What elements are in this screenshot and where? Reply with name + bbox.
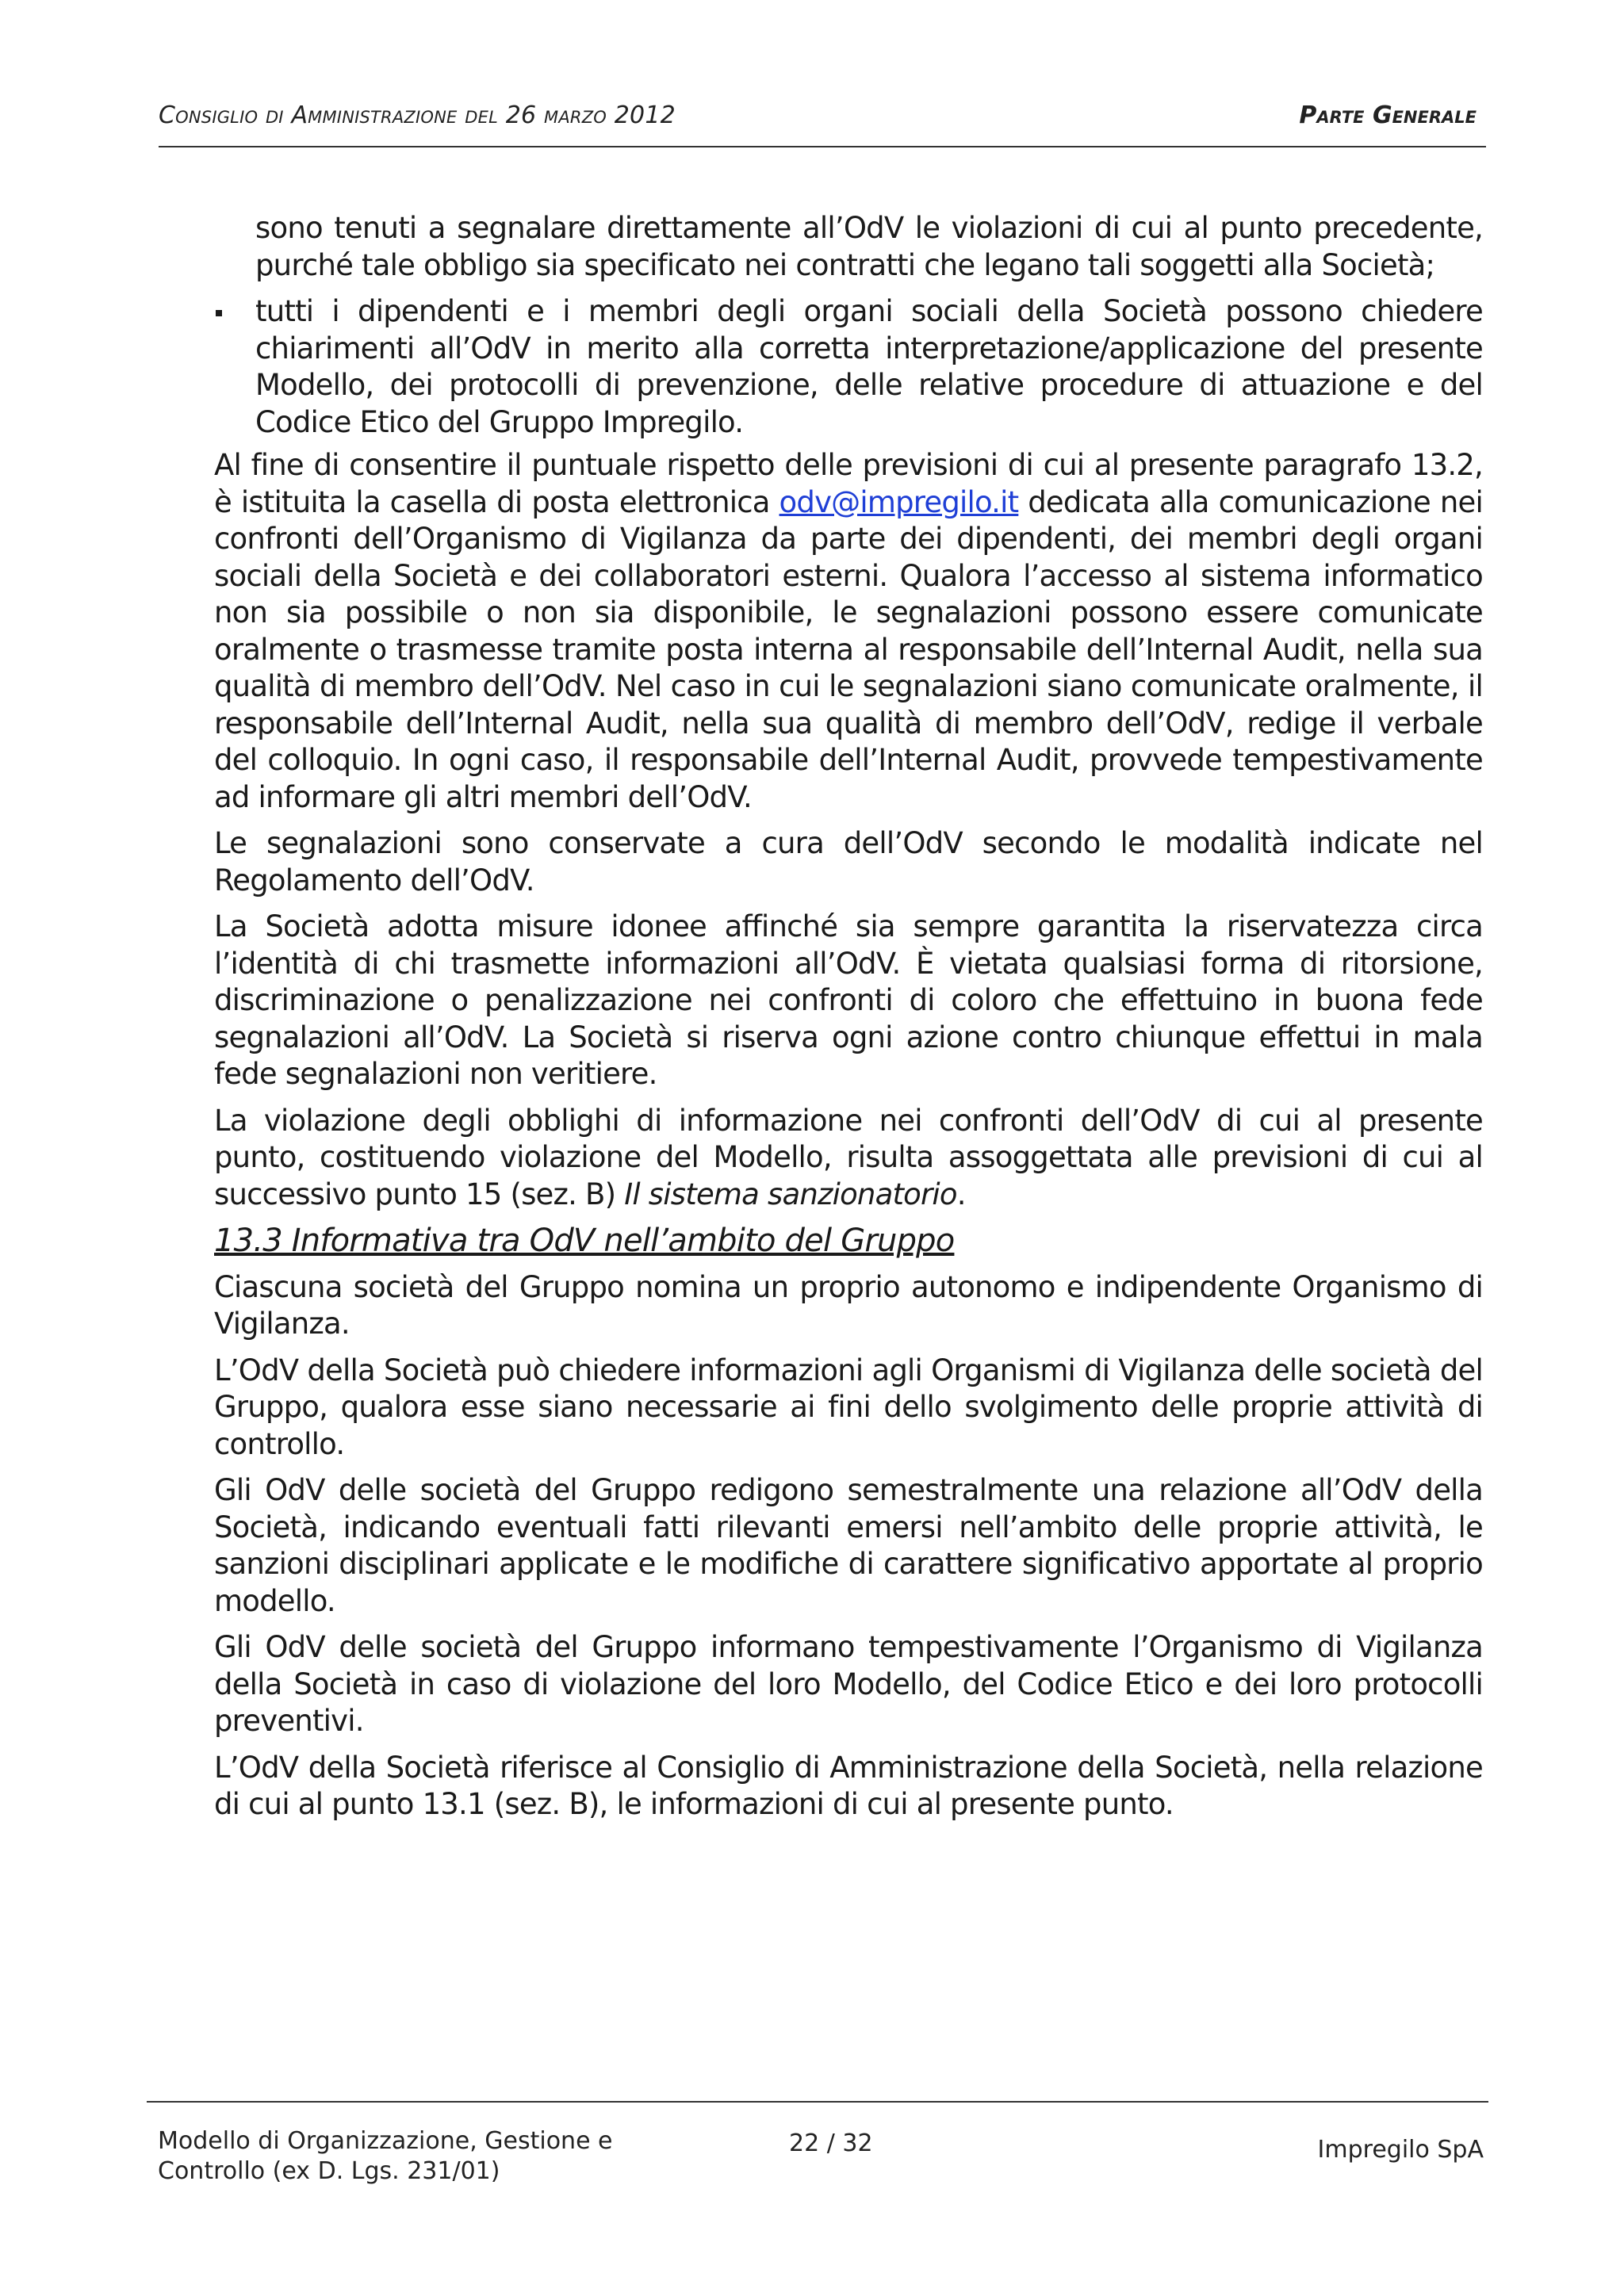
conservation-paragraph: Le segnalazioni sono conservate a cura dell’OdV secondo le modalità indicate nel Regolamento dell’OdV. xyxy=(214,826,1483,897)
continued-paragraph: sono tenuti a segnalare direttamente all’OdV le violazioni di cui al punto precedente, purché tale obbligo sia specificato nei contratti che legano tali soggetti alla Società; xyxy=(255,211,1483,282)
email-paragraph-lead: Al fine di consentire il puntuale rispetto delle previsioni di cui al presente paragrafo 13.2, è istituita la casella di posta elettronica xyxy=(214,448,1483,519)
footer-title-line-2: Controllo (ex D. Lgs. 231/01) xyxy=(158,2157,500,2185)
violation-paragraph-end: . xyxy=(956,1177,966,1211)
violation-paragraph xyxy=(214,1103,1483,1214)
group-odv-paragraph: Ciascuna società del Gruppo nomina un proprio autonomo e indipendente Organismo di Vigilanza. xyxy=(214,1269,1483,1341)
footer-company: Impregilo SpA xyxy=(1317,2136,1484,2164)
section-heading: 13.3 Informativa tra OdV nell’ambito del Gruppo xyxy=(214,1223,955,1259)
information-request-paragraph: L’OdV della Società può chiedere informazioni agli Organismi di Vigilanza delle società del Gruppo, qualora esse siano necessarie ai fini dello svolgimento delle proprie attività di controllo. xyxy=(214,1353,1483,1461)
bullet-list-item xyxy=(214,293,1483,441)
page-number: 22 / 32 xyxy=(789,2130,873,2157)
header-title: Consiglio di Amministrazione del 26 marzo 2012 xyxy=(159,101,676,129)
footer-document-title xyxy=(158,2126,613,2187)
bullet-icon xyxy=(214,293,246,331)
semiannual-report-paragraph: Gli OdV delle società del Gruppo redigono semestralmente una relazione all’OdV della Società, indicando eventuali fatti rilevanti emersi nell’ambito delle proprie attività, le sanzioni disciplinari applicate e le modifiche di carattere significativo apportate al proprio modello. xyxy=(214,1473,1483,1618)
page-content xyxy=(214,210,1483,1833)
violation-notice-paragraph: Gli OdV delle società del Gruppo informano tempestivamente l’Organismo di Vigilanza della Società in caso di violazione del loro Modello, del Codice Etico e dei loro protocolli preventivi. xyxy=(214,1630,1483,1738)
bullet-text: tutti i dipendenti e i membri degli organi sociali della Società possono chiedere chiarimenti all’OdV in merito alla corretta interpretazione/applicazione del presente Modello, dei protocolli di prevenzione, delle relative procedure di attuazione e del Codice Etico del Gruppo Impregilo. xyxy=(255,294,1483,439)
email-paragraph-rest: dedicata alla comunicazione nei confronti dell’Organismo di Vigilanza da parte dei dipendenti, dei membri degli organi sociali della Società e dei collaboratori esterni. Qualora l’accesso al sistema informatico non sia possibile o non sia disponibile, le segnalazioni possono essere comunicate oralmente o trasmesse tramite posta interna al responsabile dell’Internal Audit, nella sua qualità di membro dell’OdV. Nel caso in cui le segnalazioni siano comunicate oralmente, il responsabile dell’Internal Audit, nella sua qualità di membro dell’OdV, redige il verbale del colloquio. In ogni caso, il responsabile dell’Internal Audit, provvede tempestivamente ad informare gli altri membri dell’OdV. xyxy=(214,484,1483,814)
confidentiality-paragraph: La Società adotta misure idonee affinché sia sempre garantita la riservatezza circa l’identità di chi trasmette informazioni all’OdV. È vietata qualsiasi forma di ritorsione, discriminazione o penalizzazione nei confronti di coloro che effettuino in buona fede segnalazioni all’OdV. La Società si riserva ogni azione contro chiunque effettui in mala fede segnalazioni non veritiere. xyxy=(214,909,1483,1091)
board-report-paragraph: L’OdV della Società riferisce al Consiglio di Amministrazione della Società, nella relazione di cui al punto 13.1 (sez. B), le informazioni di cui al presente punto. xyxy=(214,1750,1483,1821)
header-section: Parte Generale xyxy=(1299,101,1477,129)
page-header xyxy=(159,98,1486,147)
sanctions-reference: Il sistema sanzionatorio xyxy=(624,1177,957,1211)
footer-title-line-1: Modello di Organizzazione, Gestione e xyxy=(158,2127,613,2155)
page-footer xyxy=(147,2101,1488,2190)
violation-paragraph-lead: La violazione degli obblighi di informazione nei confronti dell’OdV di cui al presente punto, costituendo violazione del Modello, risulta assoggettata alle previsioni di cui al successivo punto 15 (sez. B) xyxy=(214,1103,1483,1211)
email-paragraph xyxy=(214,447,1483,816)
email-link[interactable]: odv@impregilo.it xyxy=(779,484,1019,519)
